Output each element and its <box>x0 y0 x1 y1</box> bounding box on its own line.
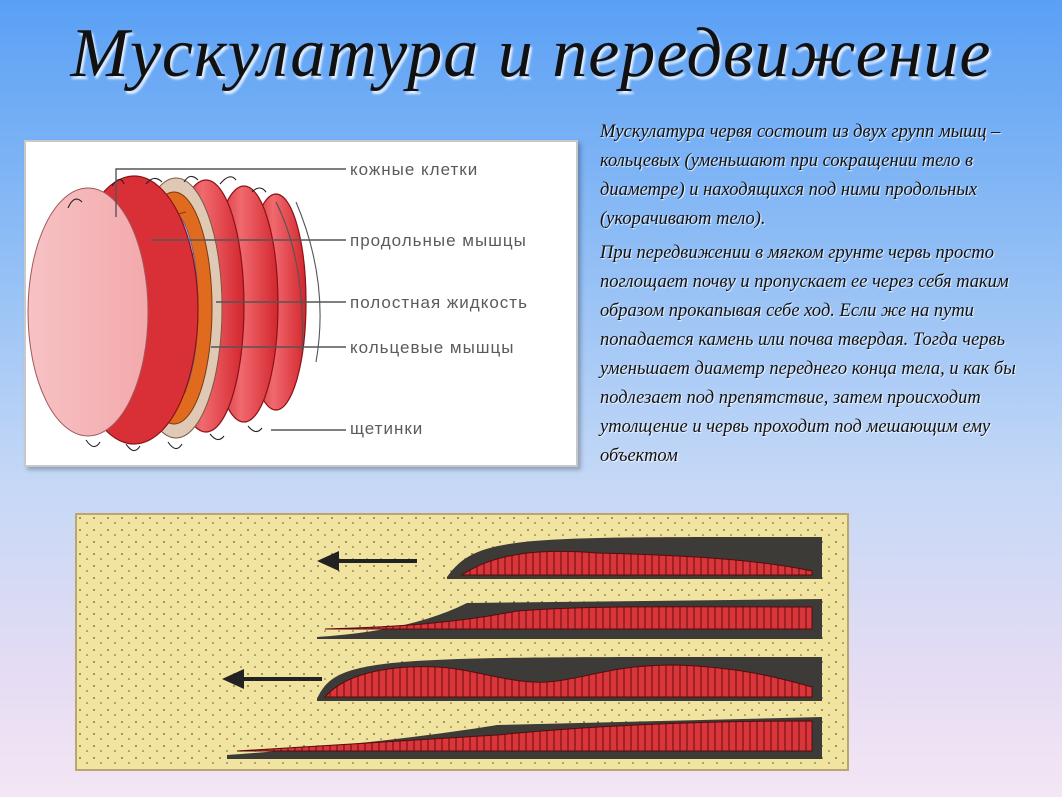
label-skin-cells: кожные клетки <box>350 160 479 179</box>
worm-stage-3 <box>317 657 822 701</box>
worm-cross-section-diagram <box>24 140 578 467</box>
body-segments <box>28 176 306 444</box>
worm-cross-section-svg <box>26 142 576 465</box>
description-text <box>600 118 1040 476</box>
label-bristles: щетинки <box>350 419 424 438</box>
label-circular-muscles: кольцевые мышцы <box>350 338 515 357</box>
locomotion-svg <box>77 515 847 769</box>
label-longitudinal-muscles: продольные мышцы <box>350 231 527 250</box>
locomotion-illustration <box>75 513 849 771</box>
paragraph-muscles: Мускулатура червя состоит из двух групп мышц – кольцевых (уменьшают при сокращении тело в диаметре) и находящихся под ними продольных (укорачивают тело). <box>600 122 1001 229</box>
slide-title: Мускулатура и передвижение <box>70 15 992 92</box>
paragraph-locomotion: При передвижении в мягком грунте червь просто поглощает почву и пропускает ее через себя таким образом прокапывая себе ход. Если же на пути попадается камень или почва твердая. Тогда червь уменьшает диаметр переднего конца тела, и как бы подлезает под препятствие, затем происходит утолщение и червь проходит под мешающим ему объектом <box>600 243 1016 466</box>
label-cavity-fluid: полостная жидкость <box>350 293 528 312</box>
